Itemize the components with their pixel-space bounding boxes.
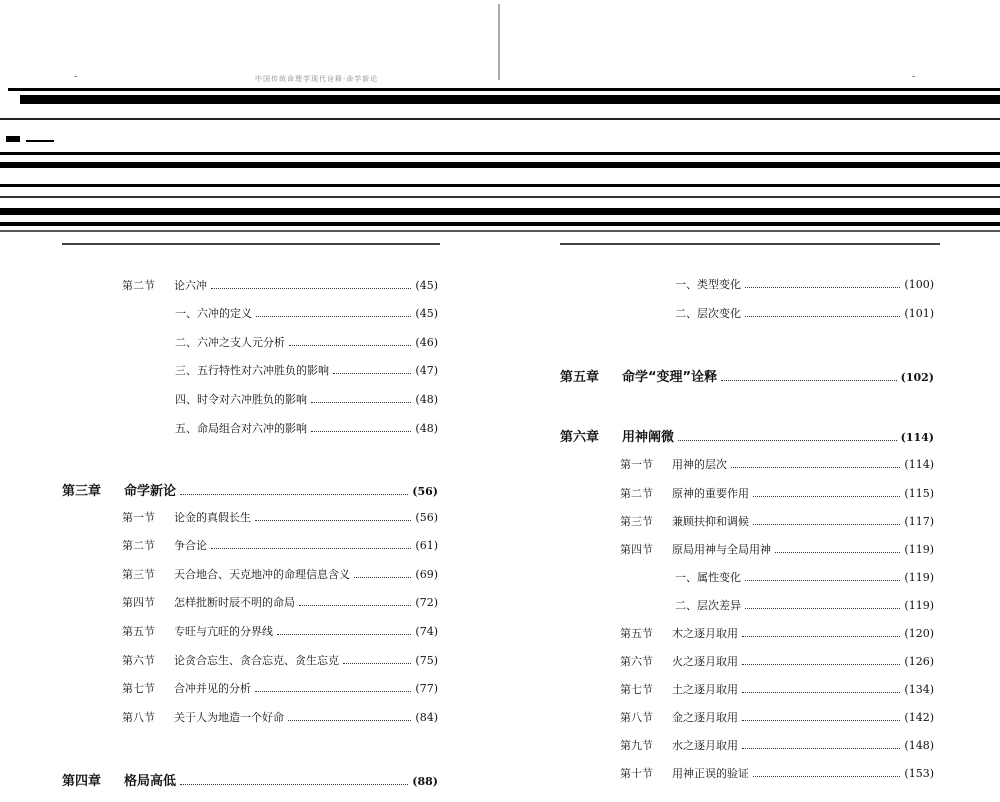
section-number: 第一节	[122, 511, 155, 524]
leader-dots	[288, 711, 411, 721]
leader-dots	[277, 625, 411, 635]
page-number: (142)	[904, 711, 934, 724]
page-number: (56)	[415, 511, 438, 524]
toc-entry-sub	[675, 305, 934, 321]
sub-title: 四、时令对六冲胜负的影响	[175, 393, 307, 406]
leader-dots	[211, 539, 411, 549]
page-number: (117)	[904, 515, 934, 528]
toc-entry-sub	[175, 334, 438, 350]
toc-entry-sub	[175, 305, 438, 321]
leader-dots	[678, 430, 897, 441]
leader-dots	[311, 393, 411, 403]
toc-entry-sub	[675, 597, 934, 613]
running-head-left: 中国传统命理学现代诠释·命学新论	[255, 75, 379, 83]
leader-dots	[742, 683, 900, 693]
page-number: (100)	[904, 278, 934, 291]
chapter-number: 第四章	[62, 774, 102, 789]
page-number: (69)	[415, 568, 438, 581]
leader-dots	[256, 307, 411, 317]
page-number: (153)	[904, 767, 934, 780]
leader-dots	[742, 711, 900, 721]
section-title: 火之逐月取用	[672, 655, 738, 668]
page-number: (120)	[904, 627, 934, 640]
leader-dots	[343, 654, 411, 664]
toc-entry-section	[122, 623, 438, 639]
toc-entry-sub	[675, 276, 934, 292]
sub-title: 一、类型变化	[675, 278, 741, 291]
leader-dots	[721, 370, 897, 381]
section-number: 第七节	[620, 683, 653, 696]
scan-streak	[20, 95, 1000, 104]
section-title: 水之逐月取用	[672, 739, 738, 752]
section-number: 第五节	[620, 627, 653, 640]
page-number: (56)	[412, 485, 438, 498]
section-title: 论六冲	[174, 279, 207, 292]
toc-entry-chapter	[62, 770, 438, 789]
section-title: 用神正误的验证	[672, 767, 749, 780]
leader-dots	[745, 571, 900, 581]
section-title: 论贪合忘生、贪合忘克、贪生忘克	[174, 654, 339, 667]
scan-streak	[0, 196, 1000, 198]
page-number: (88)	[412, 775, 438, 788]
section-number: 第六节	[620, 655, 653, 668]
section-title: 天合地合、天克地冲的命理信息含义	[174, 568, 350, 581]
section-number: 第九节	[620, 739, 653, 752]
section-number: 第三节	[122, 568, 155, 581]
section-number: 第七节	[122, 682, 155, 695]
leader-dots	[775, 543, 900, 553]
leader-dots	[753, 515, 900, 525]
toc-entry-section	[122, 277, 438, 293]
leader-dots	[731, 458, 900, 468]
toc-entry-section	[620, 541, 934, 557]
page-number: (114)	[900, 431, 934, 444]
leader-dots	[745, 278, 900, 288]
sub-title: 二、层次变化	[675, 307, 741, 320]
page-number: (119)	[904, 543, 934, 556]
page-number: (119)	[904, 599, 934, 612]
toc-entry-section	[620, 737, 934, 753]
toc-entry-section	[122, 652, 438, 668]
toc-entry-section	[620, 625, 934, 641]
toc-entry-chapter	[560, 366, 934, 385]
sub-title: 二、层次差异	[675, 599, 741, 612]
toc-entry-section	[620, 485, 934, 501]
scan-streak	[0, 222, 1000, 226]
scan-streak	[0, 208, 1000, 215]
chapter-title: 命学新论	[124, 484, 177, 499]
book-crease	[498, 4, 500, 80]
leader-dots	[753, 767, 900, 777]
page-rule-right	[560, 243, 940, 245]
page-number: (74)	[415, 625, 438, 638]
page-number: (119)	[904, 571, 934, 584]
toc-entry-section	[620, 765, 934, 781]
section-title: 用神的层次	[672, 458, 727, 471]
leader-dots	[745, 307, 900, 317]
toc-entry-section	[122, 680, 438, 696]
leader-dots	[742, 739, 900, 749]
toc-entry-section	[620, 681, 934, 697]
toc-entry-sub	[675, 569, 934, 585]
scan-streak	[26, 140, 54, 142]
toc-entry-chapter	[560, 426, 934, 445]
toc-entry-section	[620, 709, 934, 725]
chapter-number: 第六章	[560, 430, 600, 445]
page-number: (45)	[415, 307, 438, 320]
leader-dots	[742, 655, 900, 665]
toc-entry-section	[620, 653, 934, 669]
toc-entry-sub	[175, 362, 438, 378]
leader-dots	[753, 487, 900, 497]
section-title: 木之逐月取用	[672, 627, 738, 640]
scan-streak	[6, 136, 20, 142]
page-number: (47)	[415, 364, 438, 377]
page-number: (102)	[900, 371, 934, 384]
toc-entry-section	[122, 537, 438, 553]
leader-dots	[255, 682, 411, 692]
sub-title: 三、五行特性对六冲胜负的影响	[175, 364, 329, 377]
toc-entry-section	[122, 709, 438, 725]
page-number: (115)	[904, 487, 934, 500]
leader-dots	[299, 596, 411, 606]
toc-entry-sub	[175, 420, 438, 436]
section-number: 第五节	[122, 625, 155, 638]
section-title: 论金的真假长生	[174, 511, 251, 524]
page-number: (46)	[415, 336, 438, 349]
leader-dots	[333, 364, 411, 374]
section-number: 第二节	[620, 487, 653, 500]
section-title: 土之逐月取用	[672, 683, 738, 696]
page-number: (126)	[904, 655, 934, 668]
section-number: 第十节	[620, 767, 653, 780]
scan-streak	[0, 230, 1000, 232]
section-title: 专旺与亢旺的分界线	[174, 625, 273, 638]
section-title: 金之逐月取用	[672, 711, 738, 724]
scan-streak	[0, 184, 1000, 187]
page-number: (48)	[415, 422, 438, 435]
leader-dots	[180, 774, 408, 785]
scan-artifact-band	[0, 0, 1000, 240]
section-number: 第八节	[620, 711, 653, 724]
section-number: 第六节	[122, 654, 155, 667]
page-number: (101)	[904, 307, 934, 320]
page-number: (114)	[904, 458, 934, 471]
leader-dots	[354, 568, 411, 578]
section-title: 原局用神与全局用神	[672, 543, 771, 556]
section-title: 争合论	[174, 539, 207, 552]
scan-streak	[8, 88, 1000, 91]
toc-entry-section	[620, 456, 934, 472]
corner-mark-right: -	[912, 72, 917, 82]
section-number: 第八节	[122, 711, 155, 724]
page-number: (45)	[415, 279, 438, 292]
page-number: (77)	[415, 682, 438, 695]
section-number: 第三节	[620, 515, 653, 528]
section-title: 原神的重要作用	[672, 487, 749, 500]
toc-entry-section	[122, 566, 438, 582]
chapter-title: 命学“变理”诠释	[622, 370, 718, 385]
toc-entry-section	[122, 509, 438, 525]
scan-streak	[0, 162, 1000, 168]
leader-dots	[211, 279, 411, 289]
section-number: 第一节	[620, 458, 653, 471]
leader-dots	[289, 336, 411, 346]
leader-dots	[745, 599, 900, 609]
page-number: (75)	[415, 654, 438, 667]
page-number: (61)	[415, 539, 438, 552]
section-number: 第四节	[122, 596, 155, 609]
page-number: (48)	[415, 393, 438, 406]
toc-entry-sub	[175, 391, 438, 407]
sub-title: 一、属性变化	[675, 571, 741, 584]
chapter-number: 第五章	[560, 370, 600, 385]
scan-streak	[0, 152, 1000, 155]
toc-entry-section	[122, 594, 438, 610]
leader-dots	[180, 484, 408, 495]
section-number: 第二节	[122, 279, 155, 292]
sub-title: 二、六冲之支人元分析	[175, 336, 285, 349]
section-title: 合冲并见的分析	[174, 682, 251, 695]
section-number: 第四节	[620, 543, 653, 556]
leader-dots	[742, 627, 900, 637]
chapter-number: 第三章	[62, 484, 102, 499]
page-number: (148)	[904, 739, 934, 752]
page-number: (72)	[415, 596, 438, 609]
chapter-title: 格局高低	[124, 774, 177, 789]
page-rule-left	[62, 243, 440, 245]
sub-title: 五、命局组合对六冲的影响	[175, 422, 307, 435]
corner-mark-left: -	[74, 72, 79, 82]
section-title: 兼顾扶抑和调候	[672, 515, 749, 528]
sub-title: 一、六冲的定义	[175, 307, 252, 320]
section-title: 怎样批断时辰不明的命局	[174, 596, 295, 609]
toc-entry-chapter	[62, 480, 438, 499]
leader-dots	[255, 511, 411, 521]
leader-dots	[311, 422, 411, 432]
section-number: 第二节	[122, 539, 155, 552]
toc-entry-section	[620, 513, 934, 529]
chapter-title: 用神阐微	[622, 430, 675, 445]
page-number: (134)	[904, 683, 934, 696]
scan-streak	[0, 118, 1000, 120]
section-title: 关于人为地造一个好命	[174, 711, 284, 724]
page-number: (84)	[415, 711, 438, 724]
